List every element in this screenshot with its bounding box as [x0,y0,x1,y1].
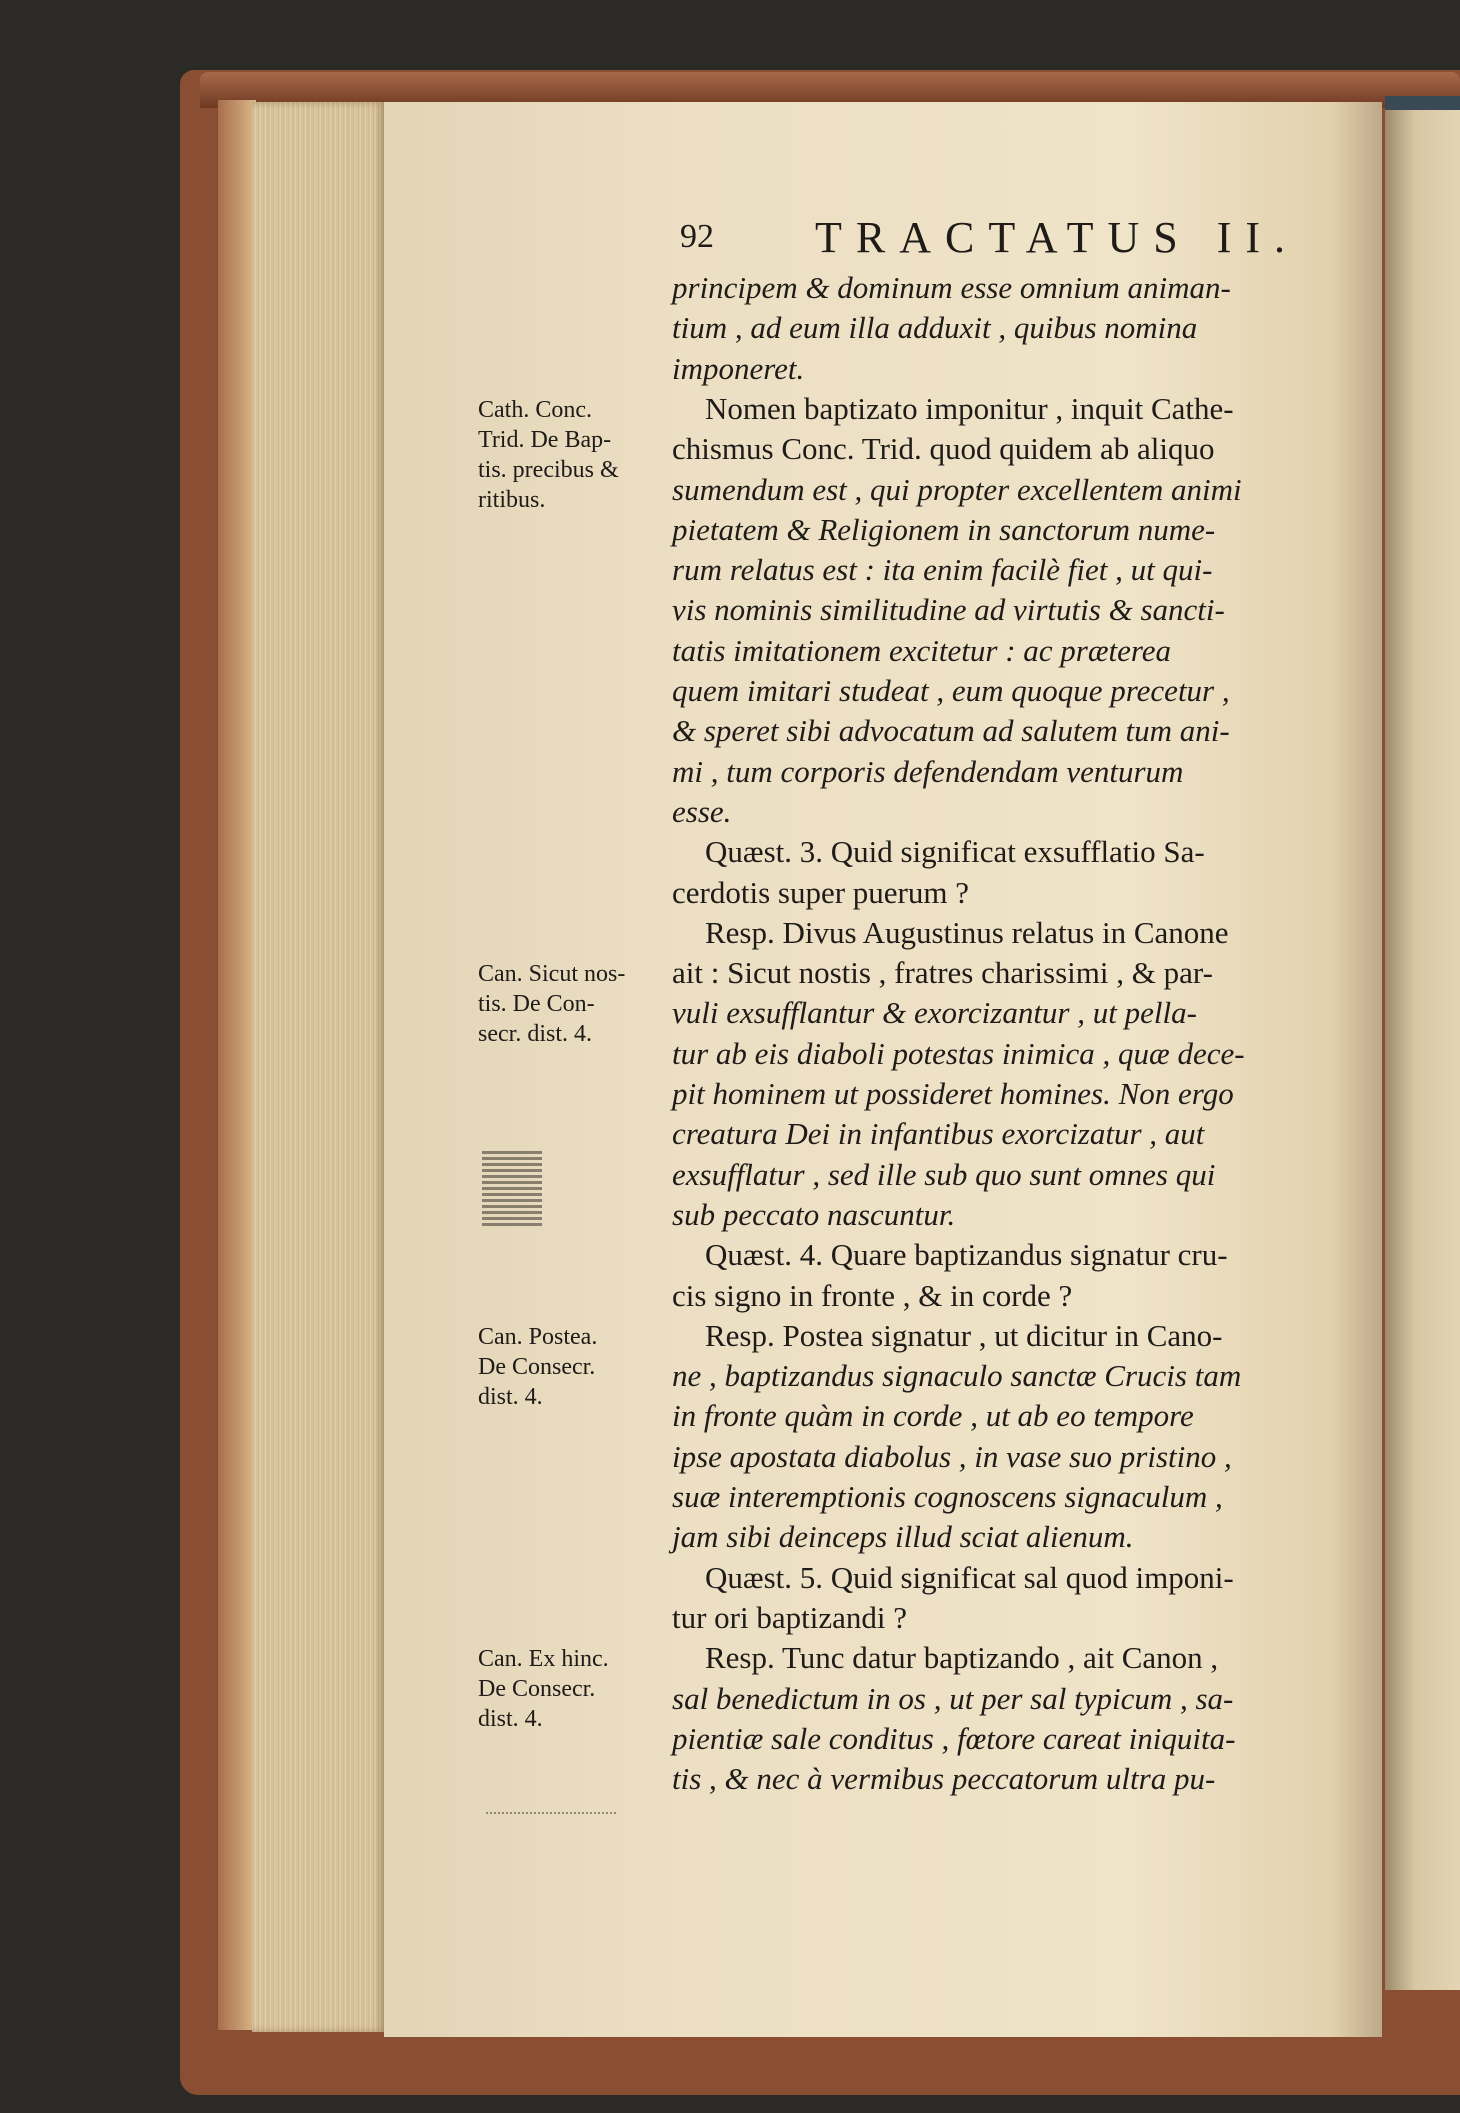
body-line: tur ab eis diaboli potestas inimica , quæ dece- [672,1035,1245,1071]
body-line: sub peccato nascuntur. [672,1196,956,1232]
page-number: 92 [680,218,714,255]
body-line: sal benedictum in os , ut per sal typicum , sa- [672,1680,1234,1716]
running-title: TRACTATUS II. [815,213,1300,262]
body-line: Quæst. 3. Quid significat exsufflatio Sa- [705,834,1205,870]
body-line: Resp. Postea signatur , ut dicitur in Cano- [705,1317,1223,1353]
body-line: principem & dominum esse omnium animan- [672,270,1231,305]
margin-note-line: tis. De Con- [478,991,595,1018]
margin-note-line: De Consecr. [478,1353,596,1380]
page-block-edge [252,102,386,2032]
body-line: Resp. Tunc datur baptizando , ait Canon , [705,1640,1219,1676]
margin-note-line: dist. 4. [478,1706,543,1733]
body-line: cerdotis super puerum ? [672,874,969,910]
body-line: in fronte quàm in corde , ut ab eo tempore [672,1398,1194,1434]
body-line: tis , & nec à vermibus peccatorum ultra pu- [672,1761,1216,1797]
margin-note-line: Can. Postea. [478,1323,598,1350]
body-line: creatura Dei in infantibus exorcizatur , aut [672,1116,1205,1152]
margin-note-line: secr. dist. 4. [478,1021,592,1048]
book-binding-edge [218,100,256,2030]
body-line: esse. [672,793,732,829]
body-line: ne , baptizandus signaculo sanctæ Crucis tam [672,1358,1242,1394]
body-line: pientiæ sale conditus , fœtore careat iniquita- [672,1720,1236,1756]
body-line: vis nominis similitudine ad virtutis & sancti- [672,592,1225,628]
margin-note-line: Trid. De Bap- [478,426,612,453]
margin-note-line: ritibus. [478,486,546,513]
body-line: tur ori baptizandi ? [672,1599,907,1635]
margin-ornament [482,1150,542,1226]
body-line: tium , ad eum illa adduxit , quibus nomina [672,310,1198,346]
body-line: pietatem & Religionem in sanctorum nume- [672,511,1216,547]
ink-smudge [486,1800,616,1814]
facing-cover-edge [1385,96,1460,110]
margin-note-line: dist. 4. [478,1383,543,1410]
body-line: & speret sibi advocatum ad salutem tum ani- [672,713,1230,749]
body-line: cis signo in fronte , & in corde ? [672,1277,1073,1313]
body-line: Nomen baptizato imponitur , inquit Cathe- [705,390,1234,426]
body-line: Quæst. 4. Quare baptizandus signatur cru- [705,1237,1228,1273]
body-line: imponeret. [672,350,805,386]
body-line: quem imitari studeat , eum quoque precetur , [672,673,1230,708]
body-line: ipse apostata diabolus , in vase suo pristino , [672,1438,1232,1474]
body-line: jam sibi deinceps illud sciat alienum. [672,1519,1134,1555]
body-line: suæ interemptionis cognoscens signaculum , [672,1479,1223,1514]
body-line: Resp. Divus Augustinus relatus in Canone [705,914,1229,950]
margin-note-line: Cath. Conc. [478,396,592,423]
body-line: ait : Sicut nostis , fratres charissimi , & par- [672,955,1213,991]
margin-note-line: Can. Sicut nos- [478,961,626,988]
body-line: sumendum est , qui propter excellentem animi [672,471,1242,507]
body-line: tatis imitationem excitetur : ac præterea [672,632,1172,668]
body-line: vuli exsufflantur & exorcizantur , ut pella- [672,995,1197,1031]
body-line: chismus Conc. Trid. quod quidem ab aliquo [672,431,1215,467]
body-line: pit hominem ut possideret homines. Non ergo [672,1076,1234,1111]
margin-note-line: tis. precibus & [478,456,619,483]
body-line: mi , tum corporis defendendam venturum [672,753,1184,789]
facing-page-edge [1385,110,1460,1990]
margin-note-line: Can. Ex hinc. [478,1646,609,1673]
body-line: Quæst. 5. Quid significat sal quod imponi- [705,1559,1234,1595]
margin-note-line: De Consecr. [478,1676,596,1703]
body-line: rum relatus est : ita enim facilè fiet , ut qui- [672,552,1213,588]
body-line: exsufflatur , sed ille sub quo sunt omnes qui [672,1156,1216,1192]
